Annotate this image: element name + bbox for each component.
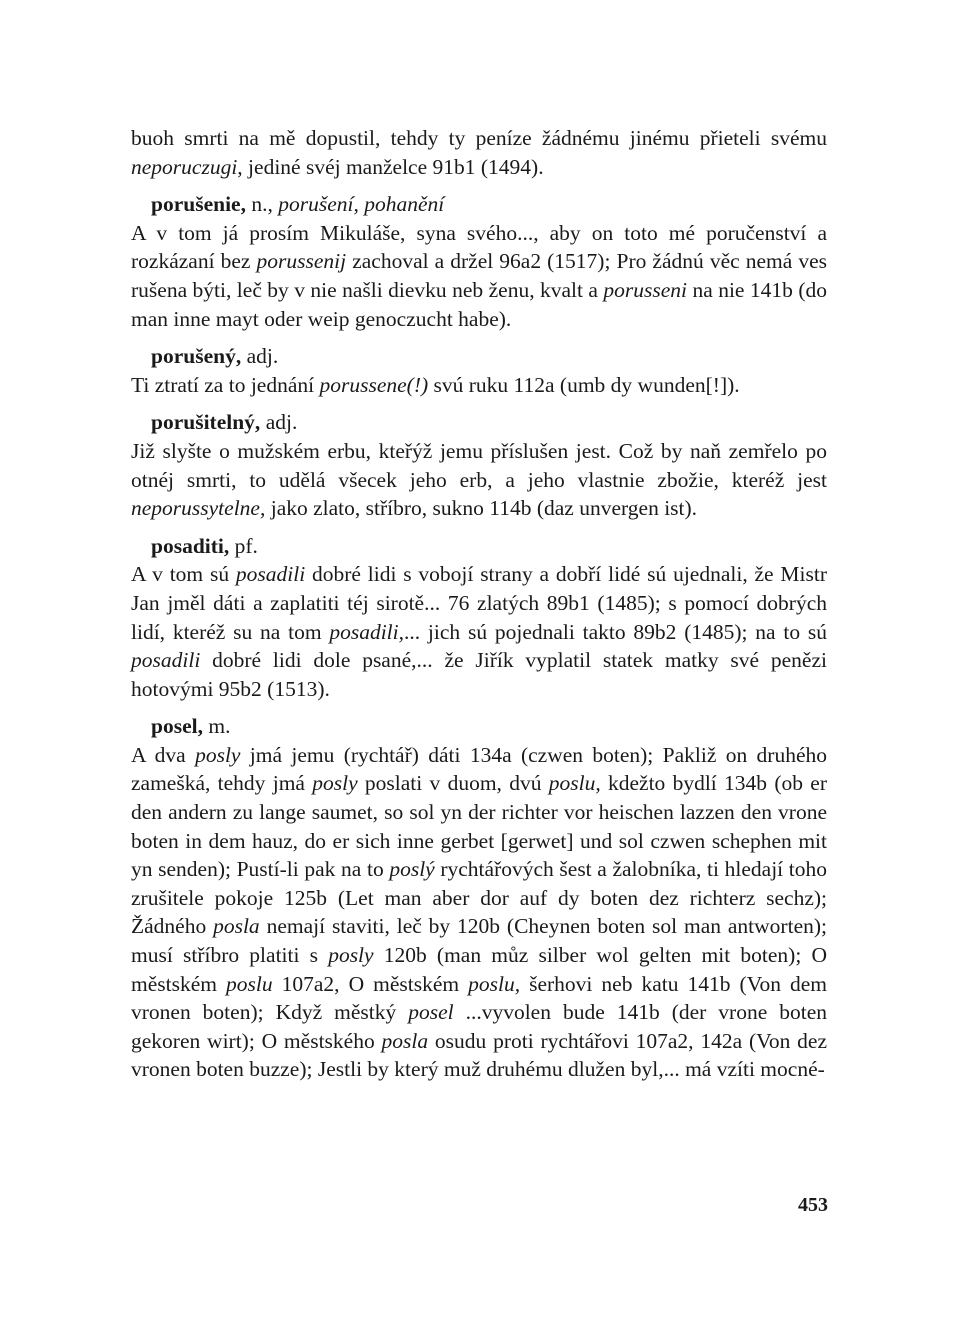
entry-headword-line: [151, 190, 827, 219]
part-of-speech: n.,: [251, 192, 273, 217]
text-run: buoh smrti na mě dopustil, tehdy ty peníze žádnému jinému přieteli svému: [131, 126, 827, 150]
text-run: svú ruku 112a (umb dy wunden[!]).: [428, 372, 740, 397]
text-run: A v tom sú: [131, 562, 236, 587]
part-of-speech: adj.: [265, 410, 298, 435]
cited-form: posly: [312, 771, 358, 796]
cited-form: neporuczugi: [131, 154, 238, 179]
text-run: , jediné svéj manželce 91b1 (1494).: [237, 154, 544, 179]
cited-form: poslu,: [548, 771, 601, 796]
cited-form: posly: [328, 943, 374, 968]
entry-text: [131, 437, 827, 523]
cited-form: porussenij: [256, 249, 347, 274]
text-run: A dva: [131, 742, 196, 767]
entry-text: [131, 371, 827, 400]
entry-headword-line: [151, 712, 827, 741]
entry-headword-line: [151, 532, 827, 561]
text-run: nemají staviti, leč by 120b (Cheynen boten sol man antworten); musí stříbro platiti s: [131, 914, 827, 968]
cited-form: poslu: [226, 971, 273, 996]
headword: porušený,: [151, 344, 242, 369]
text-run: zachoval a držel 96a2 (1517); Pro žádnú věc nemá ves rušena býti, leč by v nie našli dievku neb ženu, kvalt a: [131, 249, 828, 302]
cited-form: posadili,: [329, 619, 405, 644]
text-run: Ti ztratí za to jednání: [131, 372, 320, 397]
headword: posaditi,: [151, 533, 230, 558]
gloss: porušení, pohanění: [278, 192, 445, 217]
cited-form: porusseni: [603, 277, 688, 302]
text-run: ... jich sú pojednali takto 89b2 (1485); na to sú: [404, 619, 827, 644]
cited-form: posly: [195, 742, 241, 767]
page-number: 453: [798, 1194, 828, 1216]
cited-form: posla: [213, 914, 260, 939]
text-run: osudu proti rychtářovi 107a2, 142a (Von dez vronen boten buzze); Jestli by který muž druhému dlužen byl,... má vzíti mocné-: [131, 1028, 827, 1082]
text-run: šerhovi neb katu 141b (Von dem vronen boten); Když městký: [131, 971, 827, 1025]
text-run: dobré lidi s vobojí strany a dobří lidé sú ujednali, že Mistr Jan jměl dáti a zaplatiti téj sirotě... 76 zlatých 89b1 (1485); s pomocí dobrých lidí, kteréž su na tom: [131, 562, 827, 644]
text-run: na nie 141b (do man inne mayt oder weip genoczucht habe).: [131, 277, 827, 331]
cited-form: posel: [408, 1000, 454, 1025]
entry-headword-line: [151, 408, 827, 437]
entry-text: [131, 560, 827, 703]
cited-form: neporussytelne,: [131, 496, 266, 521]
part-of-speech: pf.: [234, 533, 258, 558]
cited-form: poslý: [389, 857, 435, 882]
entry-text: [131, 741, 827, 1084]
headword: porušenie,: [151, 192, 246, 217]
text-run: rychtářových šest a žalobníka, ti hledají toho zrušitele pokoje 125b (Let man aber dor auf dy boten dez richterz sechz); Žádného: [131, 857, 827, 939]
cited-form: posla: [381, 1028, 429, 1053]
entry-text: [131, 219, 827, 333]
cited-form: posadili: [131, 648, 201, 673]
text-run: 107a2, O městském: [272, 971, 469, 996]
text-run: dobré lidi dole psané,... že Jiřík vyplatil statek matky své penězi hotovými 95b2 (1513).: [131, 648, 827, 701]
text-run: kdežto bydlí 134b (ob er den andern zu lange saumet, so sol yn der richter vor heischen lazzen den vrone boten in dem hauz, do er sich inne gerbet [gerwet] und sol czwen schephen mit yn senden); Pustí-li pak na to: [131, 771, 827, 882]
part-of-speech: m.: [208, 714, 231, 739]
text-run: jmá jemu (rychtář) dáti 134a (czwen boten); Pakliž on druhého zamešká, tehdy jmá: [131, 742, 827, 796]
cited-form: porussene(!): [319, 372, 429, 397]
text-run: Již slyšte o mužském erbu, kteřýž jemu příslušen jest. Což by naň zemřelo po otnéj smrti, to udělá všecek jeho erb, a jeho vlastnie zbožie, kteréž jest: [131, 438, 827, 492]
entry-text: [131, 124, 827, 181]
cited-form: posadili: [235, 562, 306, 587]
text-run: 120b (man můz silber wol gelten mit boten); O městském: [131, 943, 827, 996]
text-run: A v tom já prosím Mikuláše, syna svého..., aby on toto mé poručenství a rozkázaní bez: [131, 220, 827, 274]
part-of-speech: adj.: [246, 344, 279, 369]
text-run: poslati v duom, dvú: [357, 771, 549, 796]
dictionary-page: [131, 124, 827, 1093]
cited-form: poslu,: [468, 971, 521, 996]
text-run: ...vyvolen bude 141b (der vrone boten gekoren wirt); O městského: [131, 1000, 827, 1053]
headword: porušitelný,: [151, 410, 261, 435]
headword: posel,: [151, 714, 203, 739]
text-run: jako zlato, stříbro, sukno 114b (daz unvergen ist).: [265, 496, 698, 521]
entry-headword-line: [151, 342, 827, 371]
